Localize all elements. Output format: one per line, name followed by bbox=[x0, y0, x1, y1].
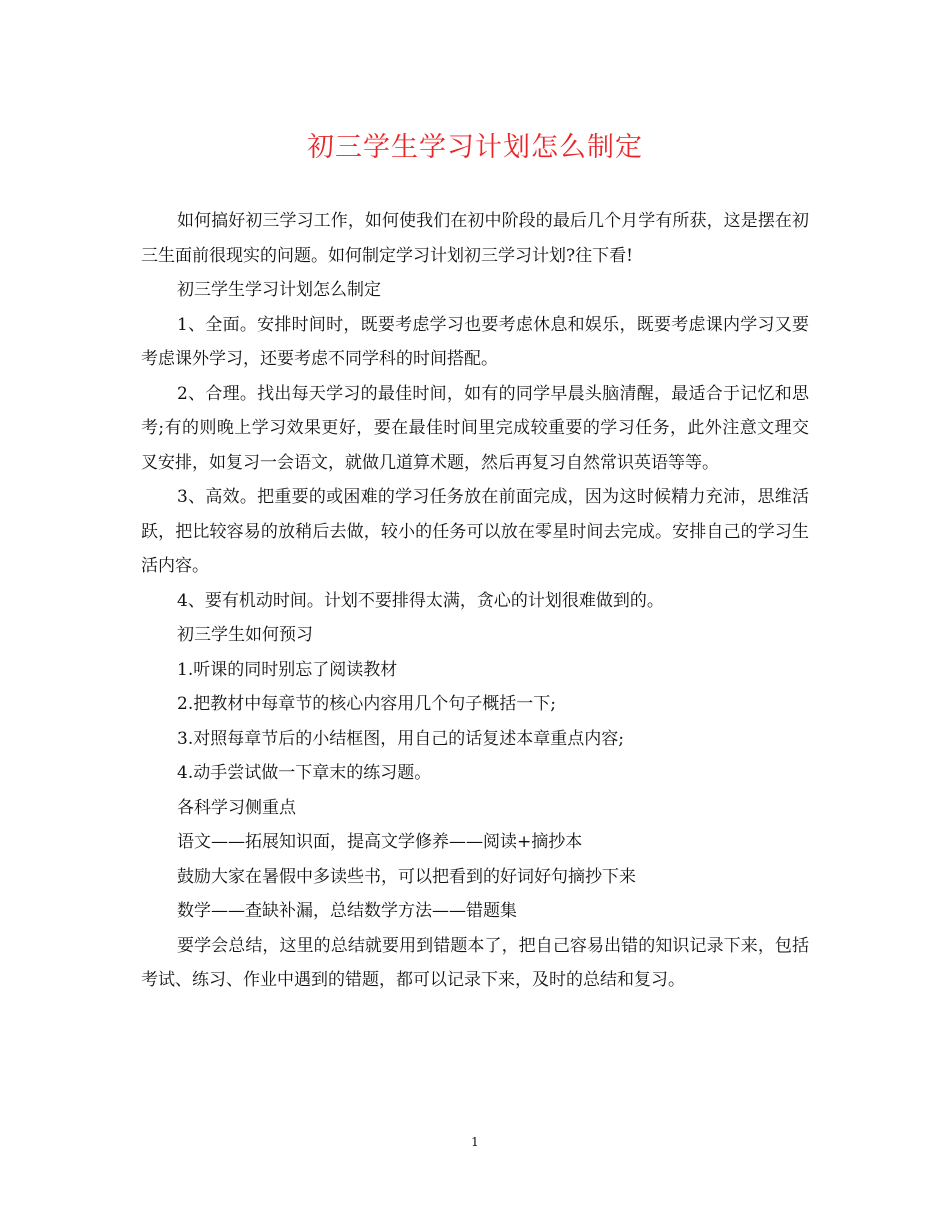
section-heading-preview: 初三学生如何预习 bbox=[177, 625, 313, 645]
document-body bbox=[141, 204, 809, 998]
paragraph-point-1: 1、全面。安排时间时，既要考虑学习也要考虑休息和娱乐，既要考虑课内学习又要考虑课外学习，还要考虑不同学科的时间搭配。 bbox=[141, 314, 809, 369]
list-item-preview-4: 4.动手尝试做一下章末的练习题。 bbox=[177, 763, 432, 783]
paragraph-intro: 如何搞好初三学习工作，如何使我们在初中阶段的最后几个月学有所获，这是摆在初三生面前很现实的问题。如何制定学习计划初三学习计划?往下看! bbox=[141, 211, 809, 266]
list-item-preview-3: 3.对照每章节后的小结框图，用自己的话复述本章重点内容; bbox=[177, 728, 624, 749]
paragraph-math-detail: 要学会总结，这里的总结就要用到错题本了，把自己容易出错的知识记录下来，包括考试、练习、作业中遇到的错题，都可以记录下来，及时的总结和复习。 bbox=[141, 935, 809, 990]
page-number: 1 bbox=[471, 1135, 479, 1149]
document-title: 初三学生学习计划怎么制定 bbox=[307, 132, 643, 163]
paragraph-point-2: 2、合理。找出每天学习的最佳时间，如有的同学早晨头脑清醒，最适合于记忆和思考;有的则晚上学习效果更好，要在最佳时间里完成较重要的学习任务，此外注意文理交叉安排，如复习一会语文，就做几道算术题，然后再复习自然常识英语等等。 bbox=[141, 383, 809, 473]
paragraph-chinese-detail: 鼓励大家在暑假中多读些书，可以把看到的好词好句摘抄下来 bbox=[177, 866, 636, 887]
list-item-preview-1: 1.听课的同时别忘了阅读教材 bbox=[177, 659, 398, 680]
section-heading-subjects: 各科学习侧重点 bbox=[177, 797, 296, 818]
section-heading-plan: 初三学生学习计划怎么制定 bbox=[177, 280, 381, 300]
paragraph-chinese: 语文——拓展知识面，提高文学修养——阅读+摘抄本 bbox=[177, 832, 583, 852]
list-item-preview-2: 2.把教材中每章节的核心内容用几个句子概括一下; bbox=[177, 694, 556, 714]
paragraph-math: 数学——查缺补漏，总结数学方法——错题集 bbox=[177, 901, 517, 921]
paragraph-point-3: 3、高效。把重要的或困难的学习任务放在前面完成，因为这时候精力充沛，思维活跃，把比较容易的放稍后去做，较小的任务可以放在零星时间去完成。安排自己的学习生活内容。 bbox=[141, 487, 809, 576]
paragraph-point-4: 4、要有机动时间。计划不要排得太满，贪心的计划很难做到的。 bbox=[177, 590, 664, 611]
